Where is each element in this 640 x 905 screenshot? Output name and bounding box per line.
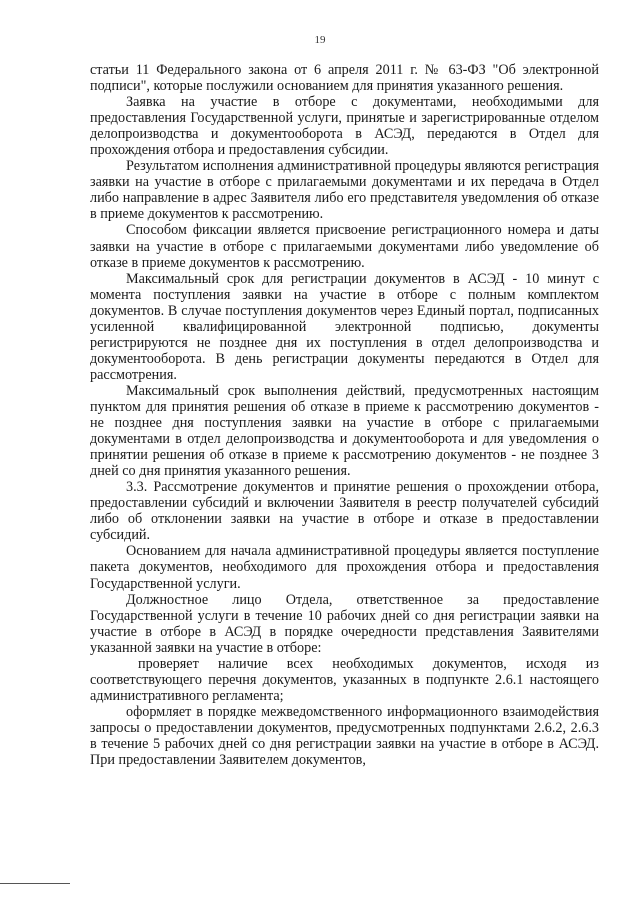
- paragraph-registration-deadline: Максимальный срок для регистрации документов в АСЭД - 10 минут с момента поступления заявки на участие в отборе с полным комплектом документов. В случае поступления документов через Единый портал, подписанных усиленной квалифицированной электронной подписью, документы регистрируются не позднее дня их поступления в отдел делопроизводства и документооборота. В день регистрации документы передаются в Отдел для рассмотрения.: [90, 270, 599, 383]
- paragraph-interagency-requests: оформляет в порядке межведомственного информационного взаимодействия запросы о предоставлении документов, предусмотренных подпунктами 2.6.2, 2.6.3 в течение 5 рабочих дней со дня регистрации заявки на участие в отборе в АСЭД. При предоставлении Заявителем документов,: [90, 703, 599, 769]
- paragraph-checks-documents: проверяет наличие всех необходимых документов, исходя из соответствующего перечня документов, указанных в подпункте 2.6.1 настоящего административного регламента;: [90, 655, 599, 704]
- paragraph-section-3-3: 3.3. Рассмотрение документов и принятие решения о прохождении отбора, предоставлении субсидий и включении Заявителя в реестр получателей субсидий либо об отклонении заявки на участие в отборе и отказе в предоставлении субсидий.: [90, 479, 599, 544]
- paragraph-procedure-result: Результатом исполнения административной процедуры являются регистрация заявки на участие в отборе с прилагаемыми документами и их передача в Отдел либо направление в адрес Заявителя либо его представителя уведомления об отказе в приеме документов к рассмотрению.: [90, 158, 599, 223]
- paragraph-responsible-official: Должностное лицо Отдела, ответственное за предоставление Государственной услуги в течение 10 рабочих дней со дня регистрации заявки на участие в отборе в АСЭД в порядке очередности представления Заявителями указанной заявки на участие в отборе:: [90, 591, 599, 656]
- paragraph-continuation: статьи 11 Федерального закона от 6 апреля 2011 г. № 63-ФЗ "Об электронной подписи", которые послужили основанием для принятия указанного решения.: [90, 62, 599, 95]
- paragraph-action-deadline: Максимальный срок выполнения действий, предусмотренных настоящим пунктом для принятия решения об отказе в приеме к рассмотрению документов - не позднее дня поступления заявки на участие в отборе с прилагаемыми документами в отдел делопроизводства и документооборота и для уведомления о принятии решения об отказе в приеме к рассмотрению документов - не позднее 3 дней со дня принятия указанного решения.: [90, 382, 599, 480]
- page-number: 19: [314, 34, 326, 46]
- body-text: [90, 62, 599, 768]
- bottom-rule: [0, 883, 70, 884]
- paragraph-fixation-method: Способом фиксации является присвоение регистрационного номера и даты заявки на участие в отборе с прилагаемыми документами либо уведомление об отказе в приеме документов к рассмотрению.: [90, 222, 599, 271]
- paragraph-application-transfer: Заявка на участие в отборе с документами, необходимыми для предоставления Государственной услуги, принятые и зарегистрированные отделом делопроизводства и документооборота в АСЭД, передаются в Отдел для прохождения отбора и предоставления субсидии.: [90, 94, 599, 159]
- paragraph-procedure-basis: Основанием для начала административной процедуры является поступление пакета документов, необходимого для прохождения отбора и предоставления Государственной услуги.: [90, 543, 599, 592]
